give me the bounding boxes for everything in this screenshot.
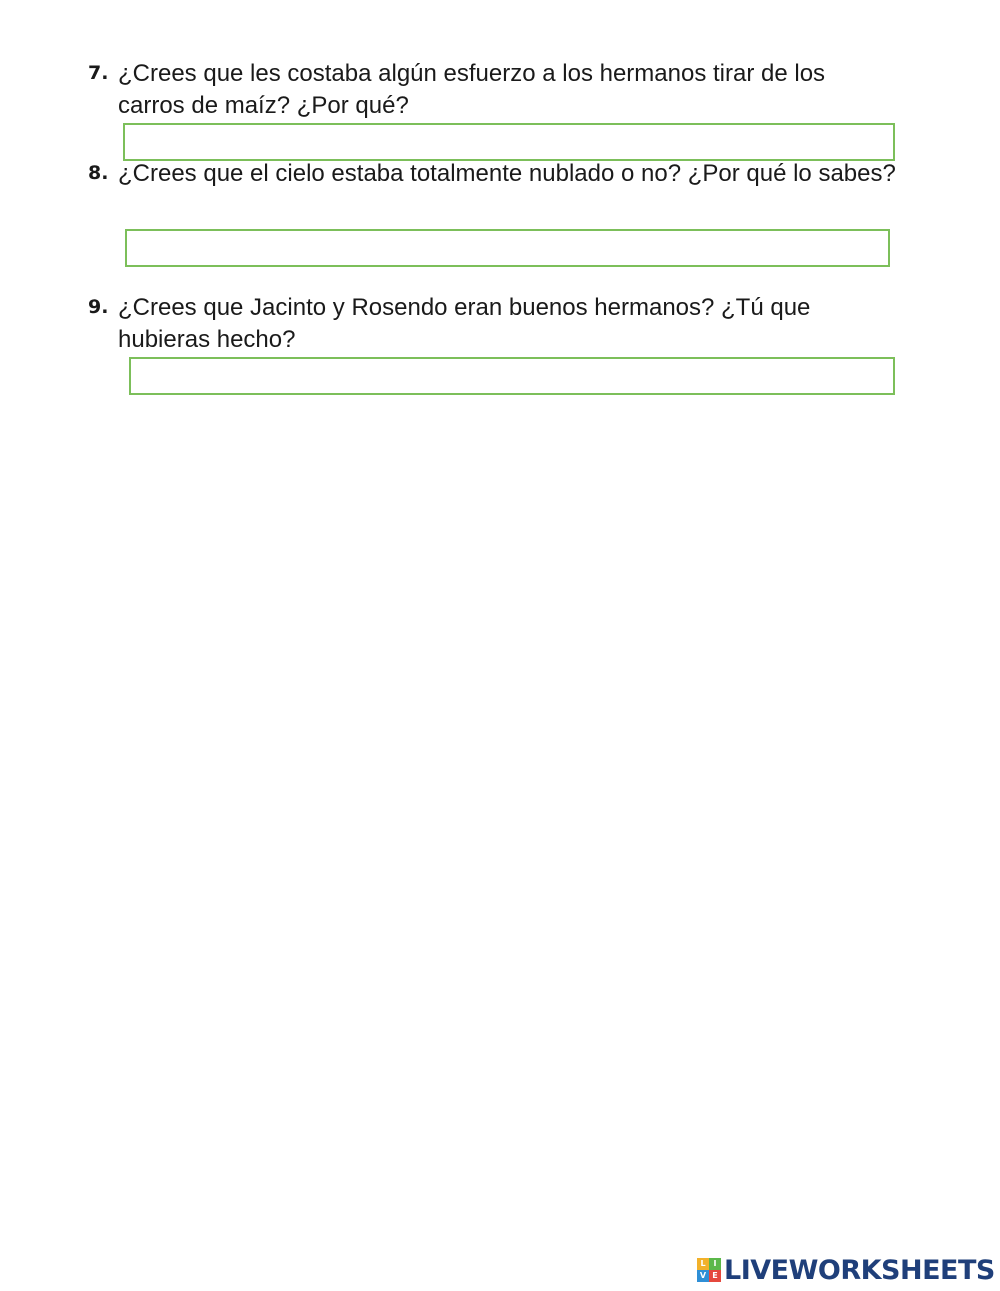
brand-name: LIVEWORKSHEETS: [724, 1254, 995, 1286]
question-text: ¿Crees que el cielo estaba totalmente nublado o no? ¿Por qué lo sabes?: [118, 160, 896, 187]
liveworksheets-logo: [697, 1254, 995, 1286]
answer-field-9[interactable]: [129, 357, 895, 395]
question-text: ¿Crees que les costaba algún esfuerzo a los hermanos tirar de los carros de maíz? ¿Por qué?: [118, 60, 826, 119]
live-logo-icon: L I V E: [697, 1258, 721, 1282]
question-number: 7.: [88, 62, 109, 84]
question-text: ¿Crees que Jacinto y Rosendo eran buenos hermanos? ¿Tú que hubieras hecho?: [118, 294, 811, 353]
question-number: 8.: [88, 162, 109, 184]
question-number: 9.: [88, 296, 109, 318]
answer-field-7[interactable]: [123, 123, 895, 161]
answer-field-8[interactable]: [125, 229, 890, 267]
